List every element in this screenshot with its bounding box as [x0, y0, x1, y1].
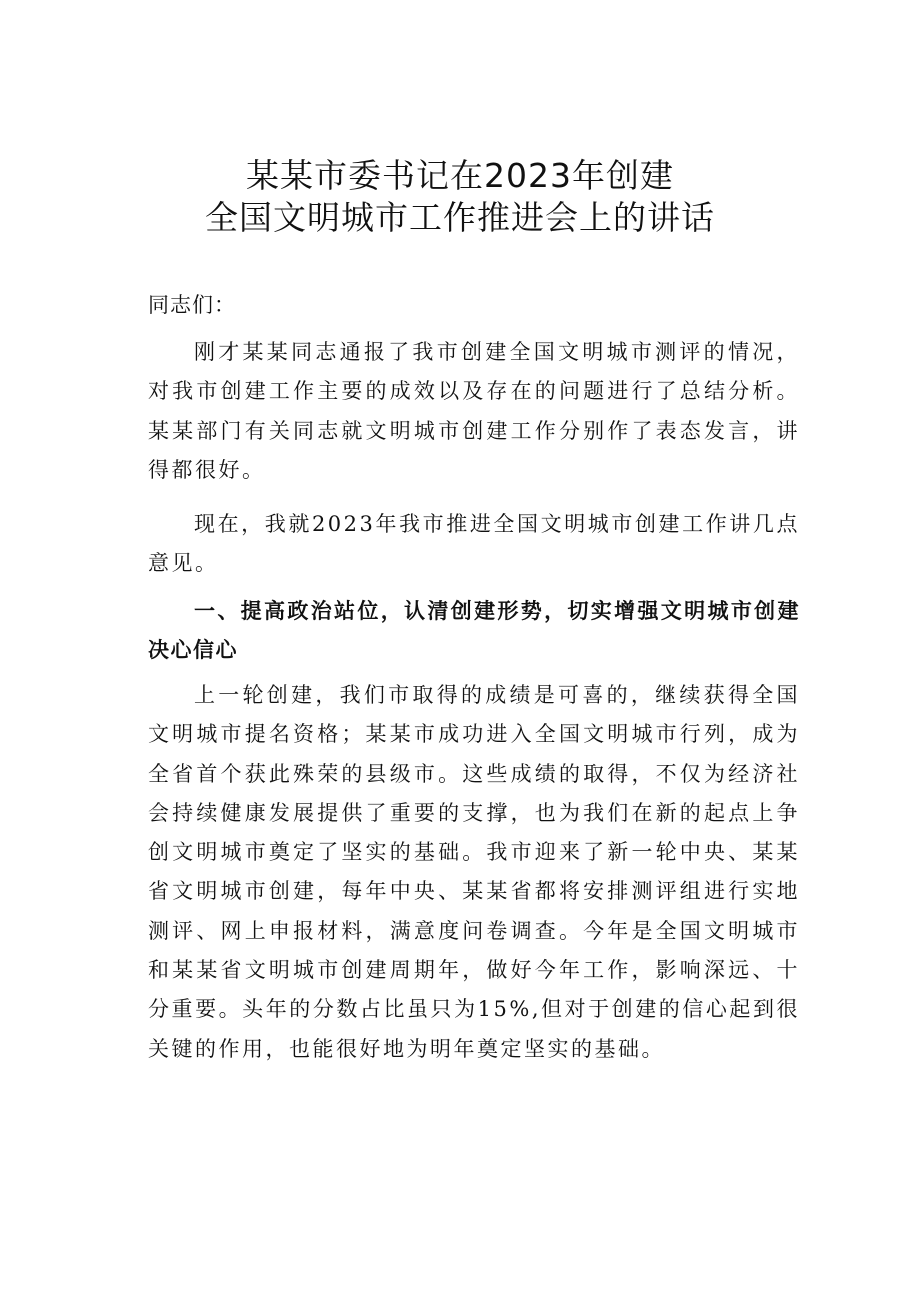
paragraph-opinions: 现在，我就2023年我市推进全国文明城市创建工作讲几点意见。 [148, 512, 800, 576]
document-title-line-2: 全国文明城市工作推进会上的讲话 [205, 198, 715, 237]
salutation: 同志们： [148, 293, 236, 317]
section-1-heading: 一、提高政治站位，认清创建形势，切实增强文明城市创建决心信心 [148, 599, 800, 663]
section-1-paragraph: 上一轮创建，我们市取得的成绩是可喜的，继续获得全国文明城市提名资格；某某市成功进入全国文明城市行列，成为全省首个获此殊荣的县级市。这些成绩的取得，不仅为经济社会持续健康发展提供了重要的支撑，也为我们在新的起点上争创文明城市奠定了坚实的基础。我市迎来了新一轮中央、某某省文明城市创建，每年中央、某某省都将安排测评组进行实地测评、网上申报材料，满意度问卷调查。今年是全国文明城市和某某省文明城市创建周期年，做好今年工作，影响深远、十分重要。头年的分数占比虽只为15%,但对于创建的信心起到很关键的作用，也能很好地为明年奠定坚实的基础。 [148, 683, 800, 1061]
paragraph-intro: 刚才某某同志通报了我市创建全国文明城市测评的情况，对我市创建工作主要的成效以及存在的问题进行了总结分析。某某部门有关同志就文明城市创建工作分别作了表态发言，讲得都很好。 [148, 340, 800, 482]
document-title-line-1: 某某市委书记在2023年创建 [246, 156, 674, 195]
